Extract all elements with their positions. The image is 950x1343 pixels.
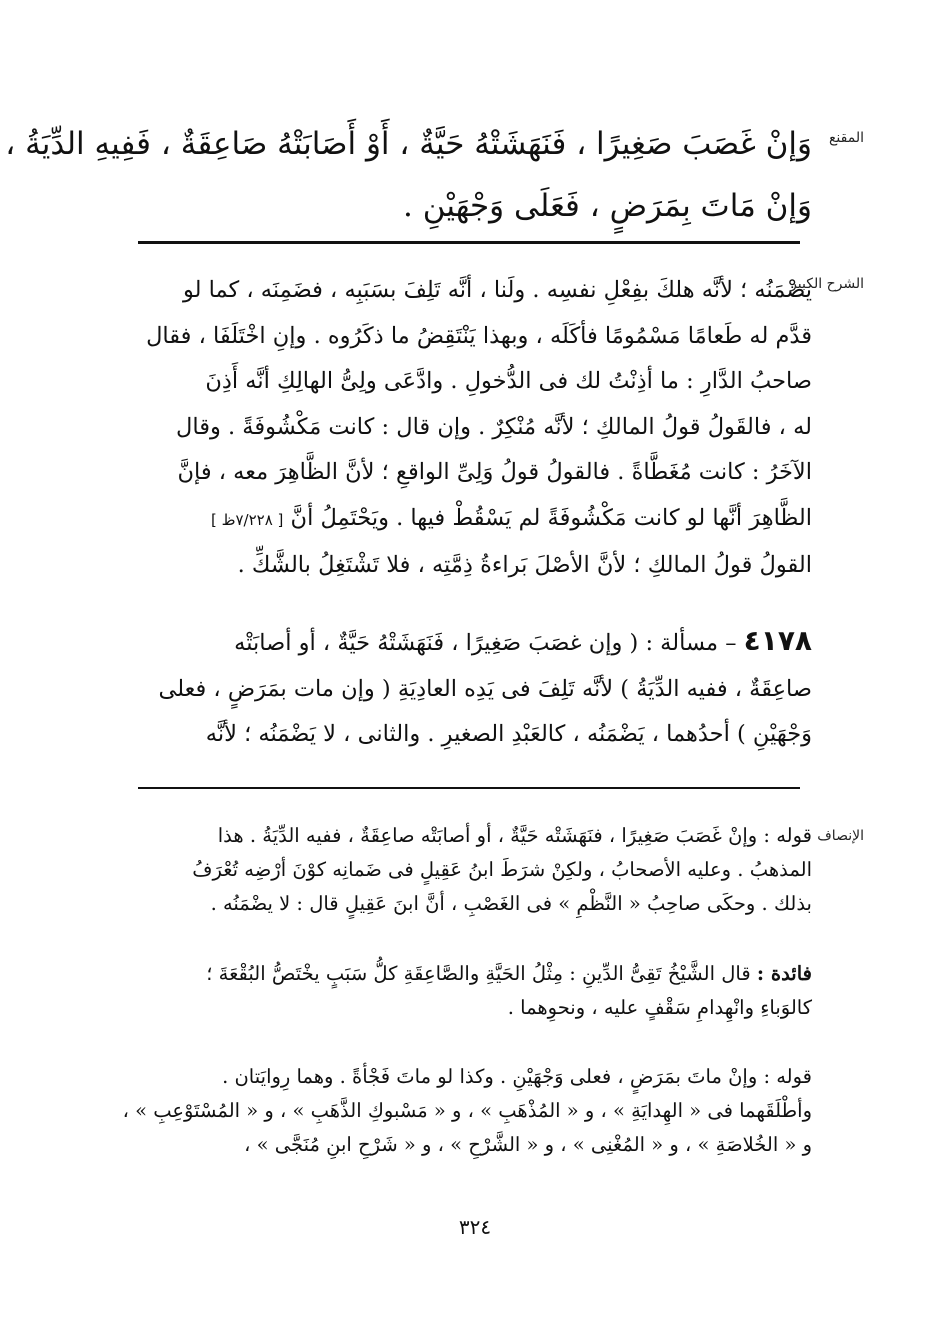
muqni-text xyxy=(5,113,812,237)
masala-line xyxy=(132,618,812,667)
section-divider xyxy=(138,241,800,244)
sharh-line: القولُ قولُ المالكِ ؛ لأنَّ الأصْلَ بَراءةُ ذِمَّتِه ، فلا تَشْتَغِلُ بالشَّكِّ . xyxy=(237,552,812,578)
insaf-text xyxy=(132,819,812,921)
insaf-line-text: قال الشَّيْخُ تَقِىُّ الدِّينِ : مِثْلُ الحَيَّةِ والصَّاعِقَةِ كلُّ سَبَبٍ يخْتَصُّ البُقْعَةَ ؛ xyxy=(206,962,751,985)
masala-number: ٤١٧٨ xyxy=(743,624,812,657)
sharh-line: قدَّم له طَعامًا مَسْمُومًا فأكَلَه ، وبهذا يَنْتَقِضُ ما ذكَرُوه . وإنِ اخْتَلَفَا ، فقال xyxy=(146,322,812,349)
section-label-insaf: الإنصاف xyxy=(817,828,864,844)
insaf-line: و « الخُلاصَةِ » ، و « المُغْنِى » ، و « الشَّرْحِ » ، و « شَرْحِ ابنِ مُنَجَّى » ، xyxy=(244,1133,812,1156)
sharh-line-text: الظَّاهِرَ أنَّها لو كانت مَكْشُوفَةً لم يَسْقُطْ فيها . ويَحْتَمِلُ أنَّ xyxy=(290,504,812,531)
insaf-line: قوله : وإنْ ماتَ بمَرَضٍ ، فعلى وَجْهَيْنِ . وكذا لو ماتَ فَجْأةً . وهما رِوايَتان . xyxy=(222,1065,812,1088)
page-number: ٣٢٤ xyxy=(458,1215,492,1239)
muqni-line: وَإنْ غَصَبَ صَغِيرًا ، فَنَهَشَتْهُ حَيَّةٌ ، أَوْ أَصَابَتْهُ صَاعِقَةٌ ، فَفِيهِ الدِّيَةُ ، xyxy=(5,126,812,162)
insaf-para3 xyxy=(122,1060,812,1162)
section-label-sharh: الشرح الكبير xyxy=(790,276,864,292)
insaf-faida xyxy=(132,957,812,1025)
sharh-line: الآخَرُ : كانت مُغَطَّاةً . فالقولُ قولُ وَلِىِّ الواقعِ ؛ لأنَّ الظَّاهِرَ معه ، فإنَّ xyxy=(177,459,812,485)
sharh-line: يضْمَنُه ؛ لأنَّه هلكَ بفِعْلِ نفسِه . ولَنا ، أنَّه تَلِفَ بسَبَبِه ، فضَمِنَه ، كما لو xyxy=(182,277,812,303)
sharh-line xyxy=(132,496,812,544)
insaf-line: بذلك . وحكَى صاحِبُ « النَّظْمِ » فى الغَصْبِ ، أنَّ ابنَ عَقِيلٍ قال : لا يضْمَنُه . xyxy=(210,892,812,915)
insaf-line: كالوَباءِ وانْهِدامِ سَقْفٍ عليه ، ونحوِهما . xyxy=(507,996,812,1019)
insaf-line: قوله : وإنْ غَصَبَ صَغِيرًا ، فنَهَشَتْه حَيَّةٌ ، أو أصابَتْه صاعِقَةٌ ، ففيه الدِّيَةُ . هذا xyxy=(217,824,812,847)
section-divider xyxy=(138,787,800,789)
sharh-line: صاحبُ الدَّارِ : ما أذِنْتُ لك فى الدُّخولِ . وادَّعَى ولِىُّ الهالِكِ أنَّه أَذِنَ xyxy=(205,368,812,394)
manuscript-folio-marker: [ ٧/٢٢٨ظ ] xyxy=(210,510,284,529)
masala-line: صاعِقَةٌ ، ففيه الدِّيَةُ ) لأنَّه تَلِفَ فى يَدِه العادِيَةِ ( وإن مات بمَرَضٍ ، فعلى xyxy=(158,675,812,702)
insaf-line: المذهبُ . وعليه الأصحابُ ، ولكِنْ شرَطَ ابنُ عَقِيلٍ فى ضَمانِه كوْنَ أرْضِه تُعْرَفُ xyxy=(192,858,812,881)
masala-text xyxy=(132,618,812,758)
sharh-text xyxy=(132,268,812,589)
insaf-line xyxy=(132,957,812,991)
insaf-line: وأطْلَقَهما فى « الهِدايَةِ » ، و « المُذْهَبِ » ، و « مَسْبوكِ الذَّهَبِ » ، و « المُسْتَوْعِبِ » ، xyxy=(122,1099,812,1122)
sharh-line: له ، فالقَولُ قولُ المالكِ ؛ لأنَّه مُنْكِرٌ . وإن قال : كانت مَكْشُوفَةً . وقال xyxy=(175,413,812,440)
faida-label: فائدة : xyxy=(756,962,812,985)
section-label-muqni: المقنع xyxy=(828,130,864,146)
muqni-line: وَإنْ مَاتَ بِمَرَضٍ ، فَعَلَى وَجْهَيْنِ . xyxy=(403,188,812,224)
masala-line: وَجْهَيْنِ ) أحدُهما ، يَضْمَنُه ، كالعَبْدِ الصغيرِ . والثانى ، لا يَضْمَنُه ؛ لأنَّه xyxy=(205,721,812,747)
masala-line-text: – مسألة : ( وإن غصَبَ صَغِيرًا ، فَنَهَشَتْهُ حَيَّةٌ ، أو أصابَتْه xyxy=(234,630,737,656)
